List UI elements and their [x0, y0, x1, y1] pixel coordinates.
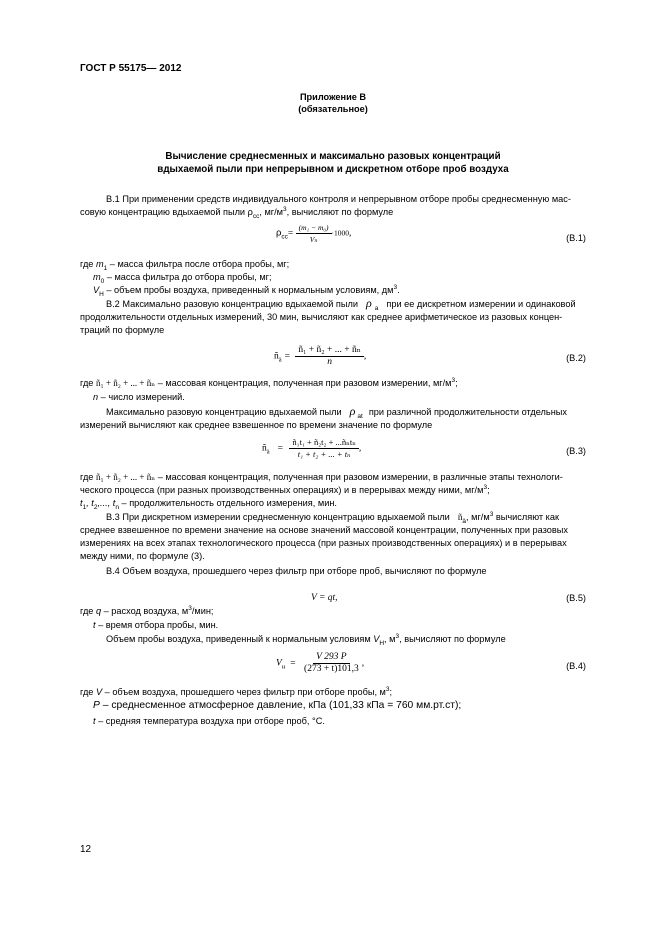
b3-line2: среднее взвешенное по времени значение на основе значений массовой концентрации, полученных при разовых [80, 525, 568, 535]
where2-n: n – число измерений. [93, 392, 185, 402]
b4-line1: В.4 Объем воздуха, прошедшего через фильтр при отборе проб, вычисляют по формуле [106, 566, 487, 576]
where3-concentration: где ñ₁ + ñ₂ + ... + ñₙ – массовая концентрация, полученная при разовом измерении, в различные этапы технологи- [80, 472, 563, 482]
equation-b3: $ñ_ä$ = $\frac{\text{ñ₁t₁ + ñ₂t₂ + ...ñₙtₙ}}{\text{t₁ + t₂ + ... + tₙ}}$ , [262, 437, 362, 459]
b4b-line1: Объем пробы воздуха, приведенный к нормальным условиям $V_Н$, $м^3$, вычисляют по формуле [106, 632, 506, 647]
equation-number-b3: (В.3) [566, 446, 586, 456]
equation-number-b2: (В.2) [566, 353, 586, 363]
b2b-line2: измерений вычисляют как среднее взвешенное по времени значение по формуле [80, 420, 433, 430]
b3-line3: измерениях на всех этапах технологического процесса (при разных производственных операциях) и в перерывах [80, 538, 567, 548]
where4-q: где q – расход воздуха, $м^3$/мин; [80, 604, 214, 616]
where1-vn: $V_Н$ – объем пробы воздуха, приведенный к нормальным условиям, $дм^3$. [93, 283, 400, 298]
b1-line2: совую концентрацию вдыхаемой пыли $\rho_{сс}$, $мг/м^3$, вычисляют по формуле [80, 205, 394, 220]
equation-b4: $V_н$ = $\frac{V 293 P}{(273 + t)101,3}$ , [276, 652, 365, 674]
equation-number-b5: (В.5) [566, 593, 586, 603]
where1-m0: $m_0$ – масса фильтра до отбора пробы, мг; [93, 272, 272, 285]
document-header: ГОСТ Р 55175— 2012 [80, 63, 182, 74]
where5-v: где V – объем воздуха, прошедшего через фильтр при отборе пробы, $м^3$; [80, 685, 393, 697]
equation-b1: $\rho_{сс}=$ $\frac{\text{(m₁ − m₀)}}{\text{Vₙ}}$ ·1000, [276, 223, 352, 244]
page-number: 12 [80, 844, 92, 855]
equation-b5: V = qt, [311, 593, 338, 603]
b2-line1: В.2 Максимально разовую концентрацию вдыхаемой пыли ρ $_а$ при ее дискретном измерении и одинаковой [106, 296, 576, 312]
b2b-line1: Максимально разовую концентрацию вдыхаемой пыли ρ $_{аt}$ при различной продолжительности отдельных [106, 404, 567, 420]
section-title-line1: Вычисление среднесменных и максимально разовых концентраций [165, 151, 501, 162]
equation-b2: $ñ_ä$ = $\frac{\text{ñ₁ + ñ₂ + ... + ñₙ}}{n}$ , [274, 345, 367, 367]
where2-concentration: где ñ₁ + ñ₂ + ... + ñₙ – массовая концентрация, полученная при разовом измерении, $мг/м^3$; [80, 376, 458, 388]
where5-t: t – средняя температура воздуха при отборе проб, °С. [93, 716, 325, 726]
appendix-subtitle: (обязательное) [298, 104, 368, 114]
equation-number-b4: (В.4) [566, 661, 586, 671]
where3-times: $t_1$, $t_2$,..., $t_n$ – продолжительность отдельного измерения, мин. [80, 498, 337, 511]
b1-line1: В.1 При применении средств индивидуального контроля и непрерывном отборе пробы среднесменную мас- [106, 194, 571, 204]
where1-m1: где $m_1$ – масса фильтра после отбора пробы, мг; [80, 259, 290, 272]
b3-line1: В.3 При дискретном измерении среднесменную концентрацию вдыхаемой пыли $ñ_ä$, $мг/м^3$ вычисляют как [106, 510, 559, 525]
b3-line4: между ними, по формуле (3). [80, 551, 205, 561]
equation-number-b1: (В.1) [566, 233, 586, 243]
where5-p: P – среднесменное атмосферное давление, кПа (101,33 кПа = 760 мм.рт.ст); [93, 700, 462, 711]
where4-t: t – время отбора пробы, мин. [93, 620, 219, 630]
section-title-line2: вдыхаемой пыли при непрерывном и дискретном отборе проб воздуха [157, 164, 509, 175]
appendix-title: Приложение В [299, 92, 367, 102]
where3-line2: ческого процесса (при разных производственных операциях) и в перерывах между ними, $мг/м^3$; [80, 483, 490, 495]
b2-line2: продолжительности отдельных измерений, 30 мин, вычисляют как среднее арифметическое из разовых концен- [80, 312, 563, 322]
b2-line3: траций по формуле [80, 325, 165, 335]
